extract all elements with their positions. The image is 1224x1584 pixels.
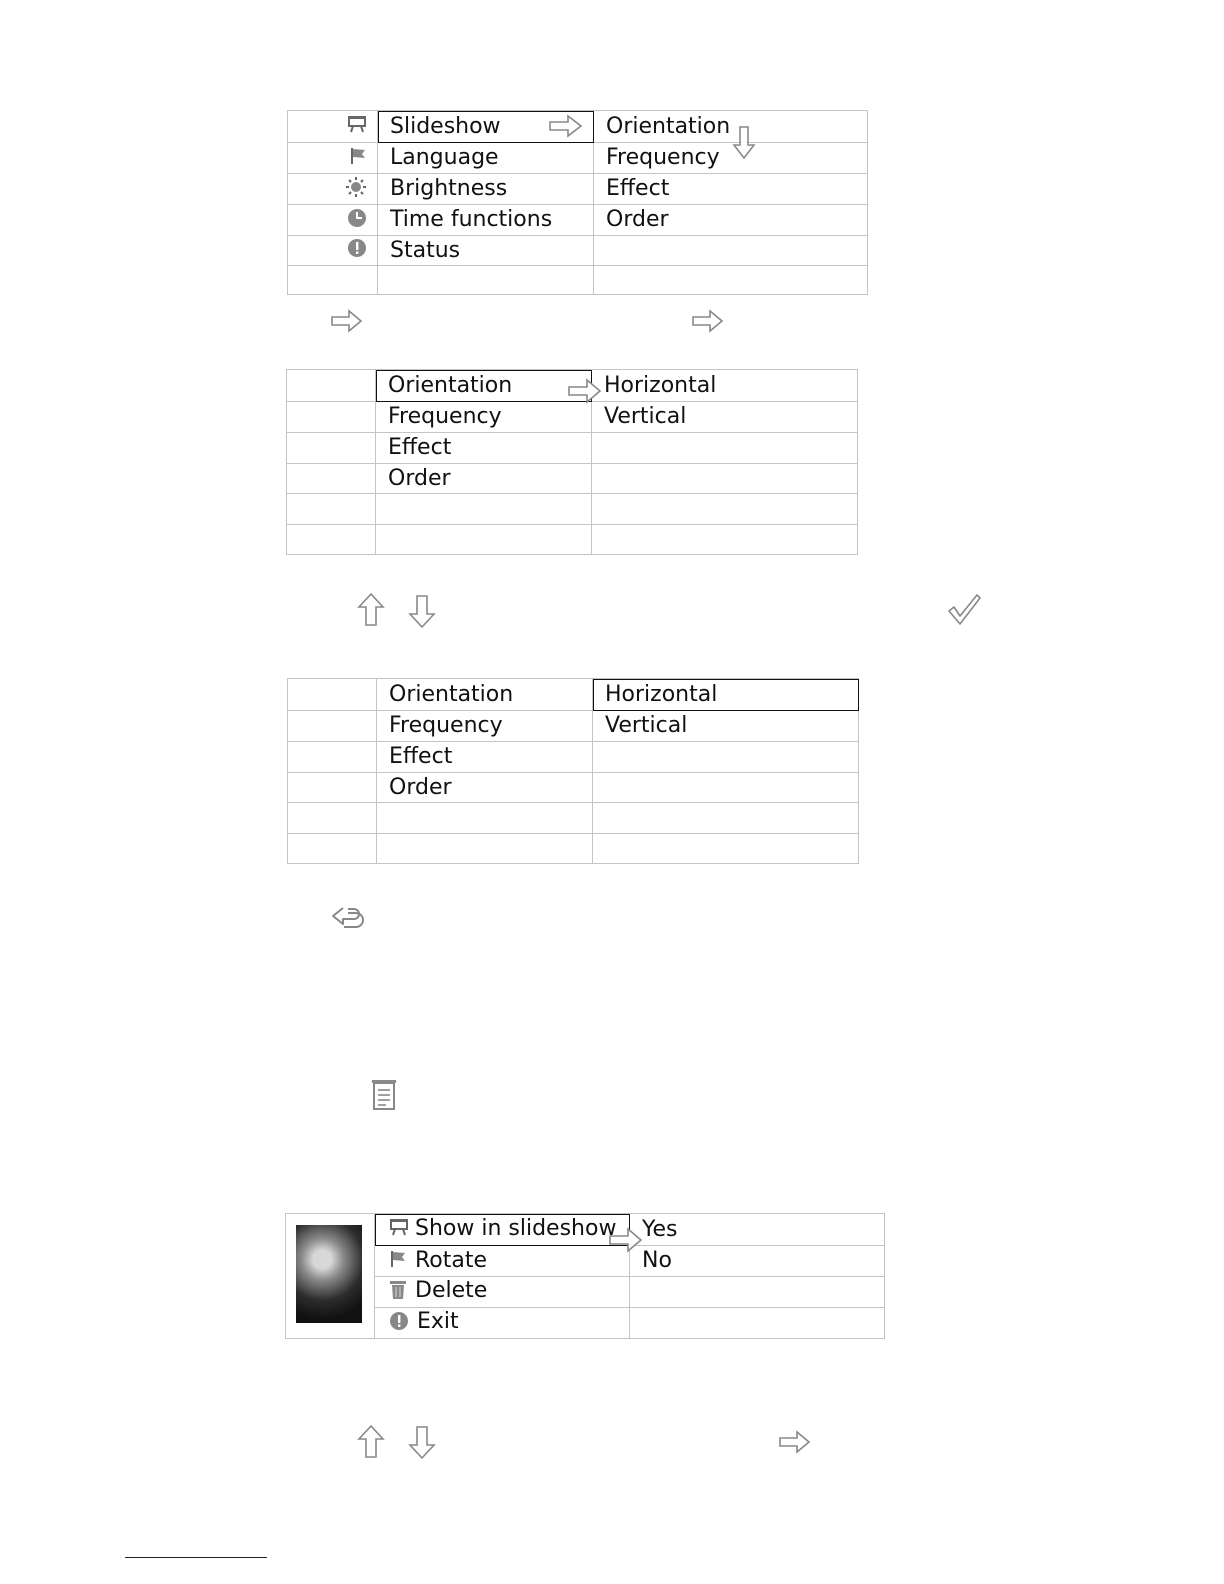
orientation-selected-table <box>287 678 859 864</box>
menu-item-label[interactable]: Frequency <box>376 402 592 433</box>
right-arrow-icon[interactable] <box>691 308 725 334</box>
menu-item-label: Delete <box>415 1277 488 1303</box>
check-icon[interactable] <box>946 592 982 628</box>
menu-row[interactable] <box>288 711 859 742</box>
submenu-item[interactable] <box>593 773 859 803</box>
submenu-item[interactable] <box>593 742 859 773</box>
submenu-item[interactable] <box>630 1308 885 1339</box>
menu-row-status[interactable] <box>288 236 868 266</box>
menu-item-label[interactable]: Time functions <box>378 205 594 236</box>
menu-item-label[interactable]: Slideshow <box>378 111 594 143</box>
down-arrow-icon[interactable] <box>408 594 436 630</box>
photo-menu-table <box>285 1213 885 1339</box>
submenu-item[interactable]: Horizontal <box>593 679 859 711</box>
menu-row[interactable] <box>287 402 858 433</box>
submenu-item[interactable]: Order <box>594 205 868 236</box>
submenu-item[interactable]: Vertical <box>592 402 858 433</box>
slideshow-icon <box>389 1218 409 1241</box>
menu-item-label[interactable]: Language <box>378 143 594 174</box>
submenu-item[interactable] <box>630 1277 885 1308</box>
menu-row-time-functions[interactable] <box>288 205 868 236</box>
photo-menu <box>285 1213 885 1338</box>
menu-item-label: Exit <box>417 1308 459 1334</box>
right-arrow-icon[interactable] <box>778 1429 812 1455</box>
submenu-item[interactable] <box>592 433 858 464</box>
up-arrow-icon[interactable] <box>357 592 385 628</box>
menu-row-show-in-slideshow[interactable] <box>286 1214 885 1246</box>
clock-icon <box>347 208 367 233</box>
menu-row-delete[interactable] <box>286 1277 885 1308</box>
submenu-item[interactable]: Frequency <box>594 143 868 174</box>
menu-row-language[interactable] <box>288 143 868 174</box>
submenu-item[interactable]: No <box>630 1246 885 1277</box>
menu-row-empty <box>288 803 859 834</box>
menu-row[interactable] <box>287 433 858 464</box>
right-arrow-icon[interactable] <box>330 308 364 334</box>
menu-row[interactable] <box>288 742 859 773</box>
menu-item-label[interactable]: Frequency <box>377 711 593 742</box>
menu-row[interactable] <box>287 464 858 494</box>
menu-item-label[interactable]: Status <box>378 236 594 266</box>
menu-item-label[interactable]: Orientation <box>377 679 593 711</box>
exit-icon <box>389 1311 409 1336</box>
submenu-item[interactable]: Orientation <box>594 111 868 143</box>
menu-row-exit[interactable] <box>286 1308 885 1339</box>
menu-item-label[interactable]: Order <box>377 773 593 803</box>
submenu-item[interactable]: Vertical <box>593 711 859 742</box>
right-arrow-icon <box>608 1226 644 1254</box>
brightness-icon <box>345 176 367 203</box>
right-arrow-icon <box>548 113 584 139</box>
submenu-item[interactable]: Horizontal <box>592 370 858 402</box>
up-arrow-icon[interactable] <box>357 1424 385 1460</box>
menu-row-empty <box>287 525 858 555</box>
trash-icon <box>389 1280 407 1305</box>
menu-item-label[interactable]: Effect <box>376 433 592 464</box>
right-arrow-icon <box>567 377 603 405</box>
back-icon[interactable] <box>330 904 366 932</box>
menu-icon[interactable] <box>369 1078 399 1112</box>
flag-icon <box>349 147 367 170</box>
menu-row-empty <box>287 494 858 525</box>
menu-item-label[interactable]: Brightness <box>378 174 594 205</box>
submenu-item[interactable] <box>592 464 858 494</box>
submenu-item[interactable] <box>594 236 868 266</box>
rotate-icon <box>389 1250 407 1273</box>
menu-row[interactable] <box>288 679 859 711</box>
down-arrow-icon[interactable] <box>408 1425 436 1461</box>
photo-thumbnail <box>296 1225 362 1323</box>
menu-row-brightness[interactable] <box>288 174 868 205</box>
menu-item-label[interactable]: Effect <box>377 742 593 773</box>
footnote-divider <box>125 1557 267 1558</box>
menu-row-rotate[interactable] <box>286 1246 885 1277</box>
menu-item-label[interactable]: Orientation <box>376 370 592 402</box>
menu-item-label: Rotate <box>415 1247 488 1273</box>
menu-row-empty <box>288 834 859 864</box>
menu-item-label[interactable]: Order <box>376 464 592 494</box>
slideshow-icon <box>347 115 367 138</box>
menu-row[interactable] <box>288 773 859 803</box>
info-icon <box>347 238 367 263</box>
menu-row-empty <box>288 266 868 295</box>
submenu-item[interactable]: Effect <box>594 174 868 205</box>
submenu-item[interactable]: Yes <box>630 1214 885 1246</box>
menu-item-label: Show in slideshow <box>415 1216 617 1241</box>
down-arrow-icon <box>731 125 757 161</box>
